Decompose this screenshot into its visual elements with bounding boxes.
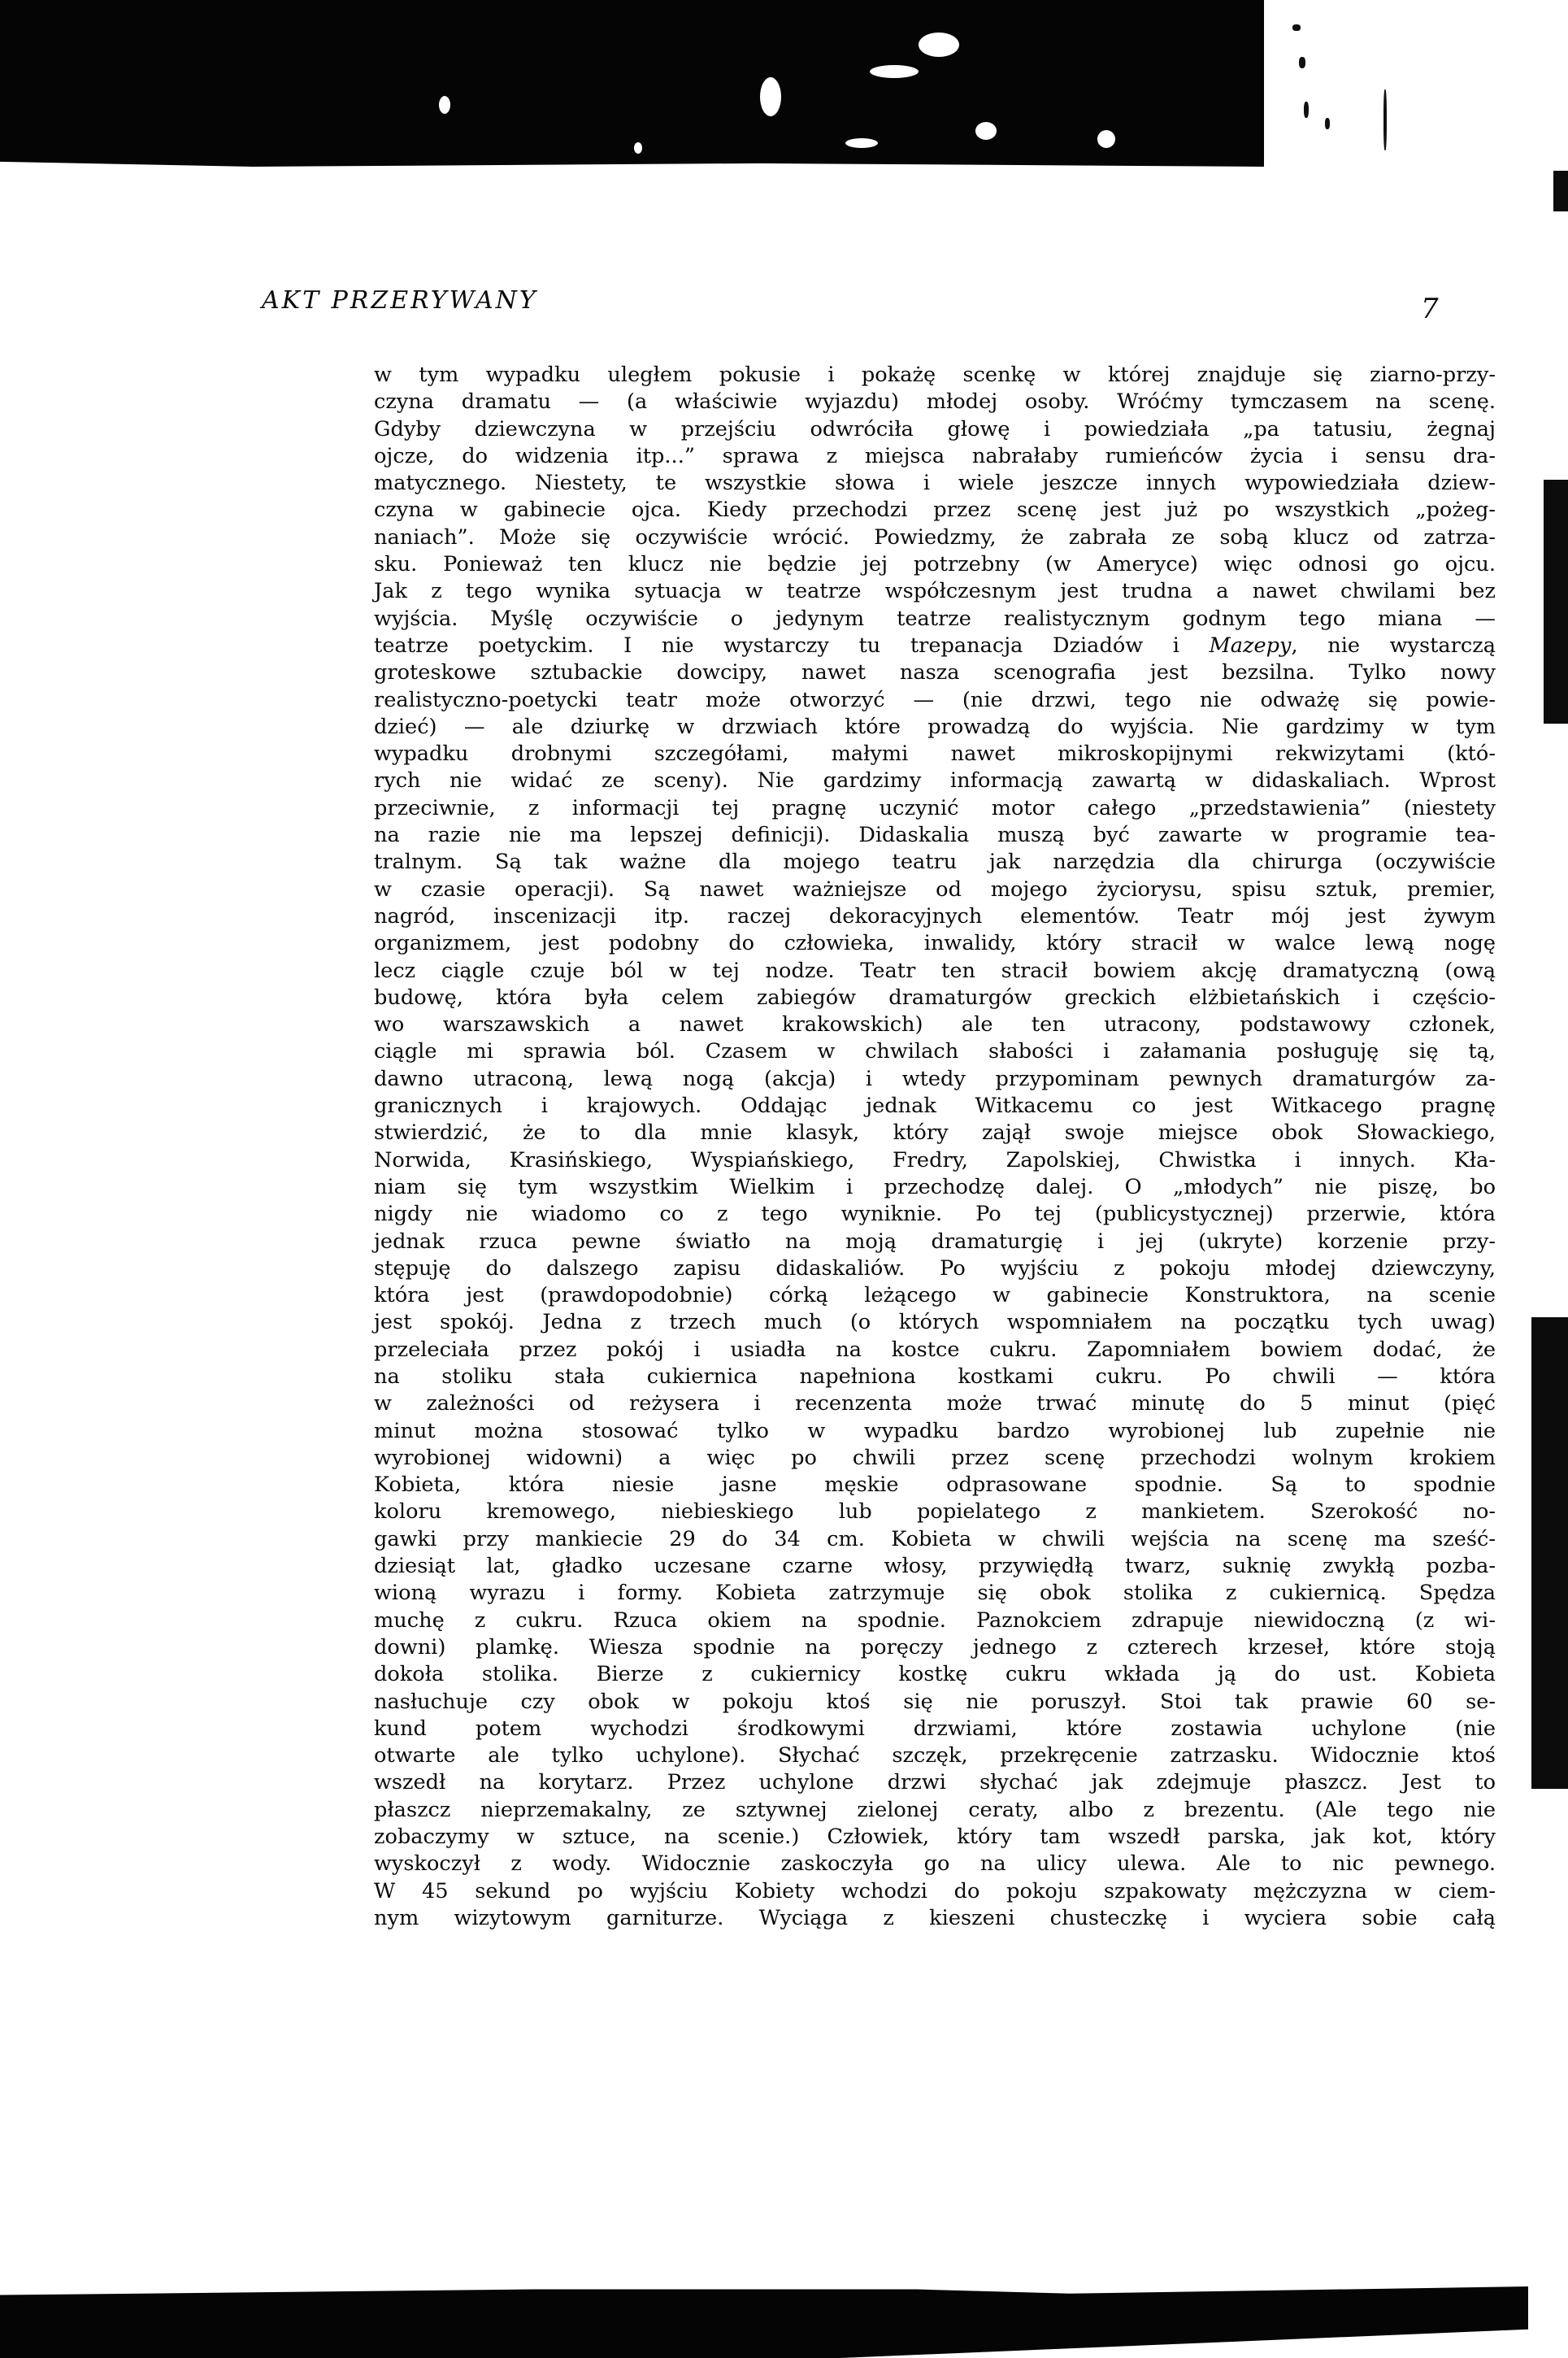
text-line: niam się tym wszystkim Wielkim i przechodzę dalej. O „młodych” nie piszę, bo: [374, 1174, 1496, 1199]
scan-margin-blot: [1553, 171, 1568, 211]
text-line: downi) plamkę. Wiesza spodnie na poręczy jednego z czterech krzeseł, które stoją: [374, 1634, 1496, 1660]
text-line: przeleciała przez pokój i usiadła na kostce cukru. Zapomniałem bowiem dodać, że: [374, 1337, 1496, 1362]
text-line: wypadku drobnymi szczegółami, małymi nawet mikroskopijnymi rekwizytami (któ-: [374, 742, 1496, 767]
text-line: otwarte ale tylko uchylone). Słychać szczęk, przekręcenie zatrzasku. Widocznie ktoś: [374, 1743, 1496, 1768]
text-line: budowę, która była celem zabiegów dramaturgów greckich elżbietańskich i częścio-: [374, 985, 1496, 1010]
running-head: AKT PRZERYWANY: [262, 286, 538, 315]
text-line: wyrobionej widowni) a więc po chwili przez scenę przechodzi wolnym krokiem: [374, 1445, 1496, 1470]
page-number: 7: [1421, 293, 1439, 325]
text-line: groteskowe sztubackie dowcipy, nawet nasza scenografia jest bezsilna. Tylko nowy: [374, 660, 1496, 685]
text-line: tralnym. Są tak ważne dla mojego teatru jak narzędzia dla chirurga (oczywiście: [374, 850, 1496, 875]
text-line: wyskoczył z wody. Widocznie zaskoczyła go na ulicy ulewa. Ale to nic pewnego.: [374, 1851, 1496, 1877]
scan-margin-blot: [1544, 480, 1568, 724]
text-line: przeciwnie, z informacji tej pragnę uczynić motor całego „przedstawienia” (niestety: [374, 795, 1496, 820]
text-line: minut można stosować tylko w wypadku bardzo wyrobionej lub zupełnie nie: [374, 1418, 1496, 1443]
text-line: matycznego. Niestety, te wszystkie słowa i wiele jeszcze innych wypowiedziała dziew-: [374, 471, 1496, 496]
text-line: w zależności od reżysera i recenzenta może trwać minutę do 5 minut (pięć: [374, 1391, 1496, 1416]
text-line: dokoła stolika. Bierze z cukiernicy kostkę cukru wkłada ją do ust. Kobieta: [374, 1662, 1496, 1687]
text-line: rych nie widać ze sceny). Nie gardzimy informacją zawartą w didaskaliach. Wprost: [374, 768, 1496, 794]
text-line: dawno utraconą, lewą nogą (akcja) i wtedy przypominam pewnych dramaturgów za-: [374, 1066, 1496, 1091]
scan-speck: [1097, 130, 1115, 148]
text-line: jednak rzuca pewne światło na moją dramaturgię i jej (ukryte) korzenie przy-: [374, 1229, 1496, 1254]
text-line: gawki przy mankiecie 29 do 34 cm. Kobieta w chwili wejścia na scenę ma sześć-: [374, 1526, 1496, 1551]
text-line: wioną wyrazu i formy. Kobieta zatrzymuje się obok stolika z cukiernicą. Spędza: [374, 1581, 1496, 1606]
text-line: czyna dramatu — (a właściwie wyjazdu) młodej osoby. Wróćmy tymczasem na scenę.: [374, 389, 1496, 415]
text-line: koloru kremowego, niebieskiego lub popielatego z mankietem. Szerokość no-: [374, 1499, 1496, 1525]
text-line: Gdyby dziewczyna w przejściu odwróciła głowę i powiedziała „pa tatusiu, żegnaj: [374, 416, 1496, 442]
text-line: naniach”. Może się oczywiście wrócić. Powiedzmy, że zabrała ze sobą klucz od zatrza-: [374, 524, 1496, 550]
text-line: dziesiąt lat, gładko uczesane czarne włosy, przywiędłą twarz, suknię zwykłą pozba-: [374, 1554, 1496, 1579]
scan-speck: [634, 142, 642, 154]
italic-title: Mazepy: [1209, 633, 1292, 658]
scan-speck: [760, 77, 781, 116]
text-line: na stoliku stała cukiernica napełniona kostkami cukru. Po chwili — która: [374, 1364, 1496, 1389]
text-line: ojcze, do widzenia itp...” sprawa z miejsca nabrałaby rumieńców życia i sensu dra-: [374, 443, 1496, 468]
scan-speck: [919, 33, 959, 57]
text-line: nasłuchuje czy obok w pokoju ktoś się nie poruszył. Stoi tak prawie 60 se-: [374, 1689, 1496, 1714]
scan-speck: [975, 122, 997, 140]
scan-dark-band-bottom: [0, 2286, 1528, 2358]
text-line: nigdy nie wiadomo co z tego wyniknie. Po tej (publicystycznej) przerwie, która: [374, 1202, 1496, 1227]
text-line: W 45 sekund po wyjściu Kobiety wchodzi do pokoju szpakowaty mężczyzna w ciem-: [374, 1878, 1496, 1903]
text-line: Kobieta, która niesie jasne męskie odprasowane spodnie. Są to spodnie: [374, 1473, 1496, 1498]
text-line: teatrze poetyckim. I nie wystarczy tu trepanacja Dziadów i Mazepy, nie wystarczą: [374, 633, 1496, 658]
text-line: muchę z cukru. Rzuca okiem na spodnie. Paznokciem zdrapuje niewidoczną (z wi-: [374, 1608, 1496, 1633]
text-line: realistyczno-poetycki teatr może otworzyć — (nie drzwi, tego nie odważę się powie-: [374, 687, 1496, 712]
text-line: na razie nie ma lepszej definicji). Didaskalia muszą być zawarte w programie tea-: [374, 823, 1496, 848]
text-line: dzieć) — ale dziurkę w drzwiach które prowadzą do wyjścia. Nie gardzimy w tym: [374, 714, 1496, 739]
text-line: organizmem, jest podobny do człowieka, inwalidy, który stracił w walce lewą nogę: [374, 931, 1496, 956]
text-line: Norwida, Krasińskiego, Wyspiańskiego, Fredry, Zapolskiej, Chwistka i innych. Kła-: [374, 1147, 1496, 1172]
text-line: która jest (prawdopodobnie) córką leżącego w gabinecie Konstruktora, na scenie: [374, 1283, 1496, 1308]
text-line: lecz ciągle czuje ból w tej nodze. Teatr ten stracił bowiem akcję dramatyczną (ową: [374, 958, 1496, 983]
text-line: nym wizytowym garniturze. Wyciąga z kieszeni chusteczkę i wyciera sobie całą: [374, 1905, 1496, 1930]
text-line: ciągle mi sprawia ból. Czasem w chwilach słabości i załamania posługuję się tą,: [374, 1039, 1496, 1064]
scan-speck: [439, 96, 450, 114]
text-line: nagród, inscenizacji itp. raczej dekoracyjnych elementów. Teatr mój jest żywym: [374, 903, 1496, 929]
text-line: czyna w gabinecie ojca. Kiedy przechodzi przez scenę jest już po wszystkich „pożeg-: [374, 498, 1496, 523]
text-line: stępuję do dalszego zapisu didaskaliów. Po wyjściu z pokoju młodej dziewczyny,: [374, 1255, 1496, 1281]
body-text: [374, 362, 1496, 1960]
text-line: wyjścia. Myślę oczywiście o jedynym teatrze realistycznym godnym tego miana —: [374, 606, 1496, 631]
text-line: wszedł na korytarz. Przez uchylone drzwi słychać jak zdejmuje płaszcz. Jest to: [374, 1770, 1496, 1795]
scan-dark-band-top: [0, 0, 1264, 167]
scan-edge-marks: [1292, 20, 1414, 167]
text-line: jest spokój. Jedna z trzech much (o których wspomniałem na początku tych uwag): [374, 1310, 1496, 1335]
text-line: zobaczymy w sztuce, na scenie.) Człowiek, który tam wszedł parska, jak kot, który: [374, 1825, 1496, 1850]
text-line: w tym wypadku uległem pokusie i pokażę scenkę w której znajduje się ziarno-przy-: [374, 363, 1496, 387]
text-line: kund potem wychodzi środkowymi drzwiami, które zostawia uchylone (nie: [374, 1716, 1496, 1741]
scan-speck: [845, 138, 878, 148]
text-line: płaszcz nieprzemakalny, ze sztywnej zielonej ceraty, albo z brezentu. (Ale tego nie: [374, 1797, 1496, 1822]
text-line: w czasie operacji). Są nawet ważniejsze od mojego życiorysu, spisu sztuk, premier,: [374, 877, 1496, 902]
text-line: stwierdzić, że to dla mnie klasyk, który zajął swoje miejsce obok Słowackiego,: [374, 1120, 1496, 1146]
text-line: [374, 1932, 1496, 1959]
scan-speck: [870, 65, 919, 78]
text-line: granicznych i krajowych. Oddając jednak Witkacemu co jest Witkacego pragnę: [374, 1094, 1496, 1119]
text-line: sku. Ponieważ ten klucz nie będzie jej potrzebny (w Ameryce) więc odnosi go ojcu.: [374, 552, 1496, 577]
text-line: Jak z tego wynika sytuacja w teatrze współczesnym jest trudna a nawet chwilami bez: [374, 579, 1496, 604]
text-line: wo warszawskich a nawet krakowskich) ale ten utracony, podstawowy członek,: [374, 1012, 1496, 1038]
scan-margin-blot: [1531, 1317, 1568, 1789]
